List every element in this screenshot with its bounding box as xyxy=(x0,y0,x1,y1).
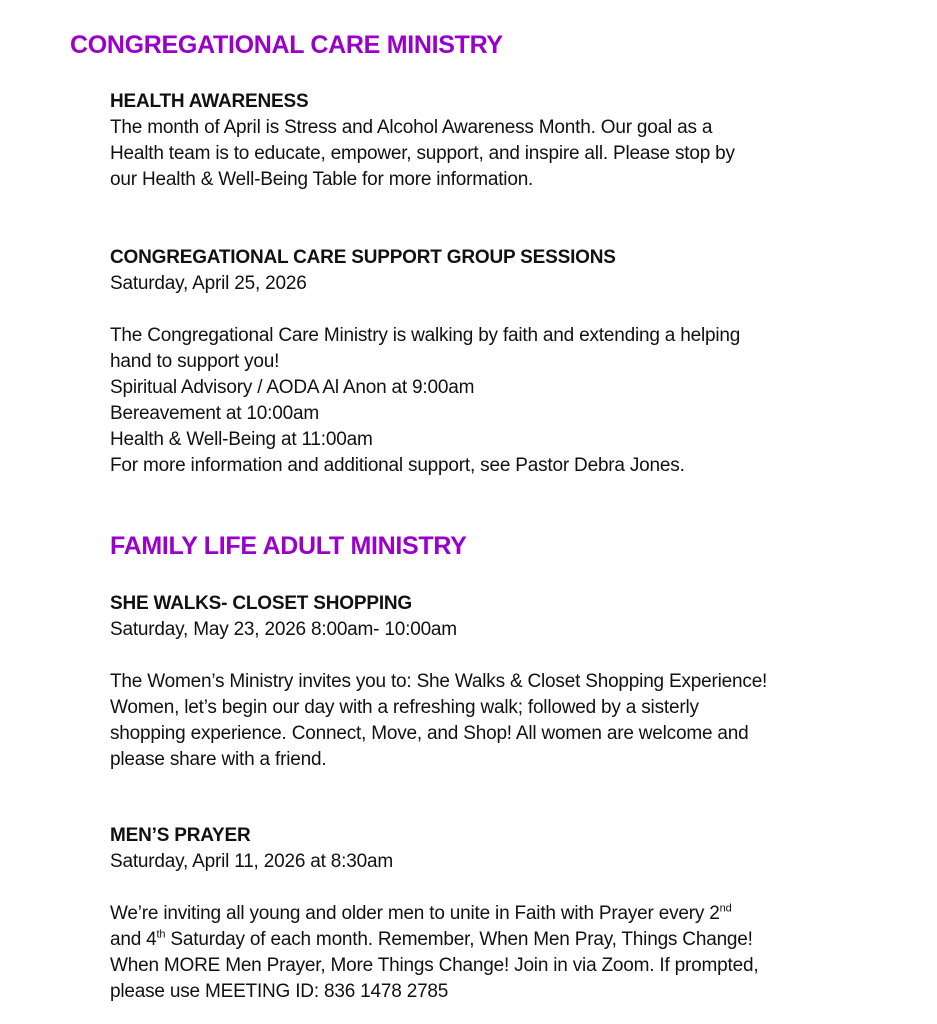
heading: MEN’S PRAYER xyxy=(110,825,251,846)
section-title-congregational-care: CONGREGATIONAL CARE MINISTRY xyxy=(70,31,503,59)
text-line: please share with a friend. xyxy=(110,749,327,770)
event-date: Saturday, May 23, 2026 8:00am- 10:00am xyxy=(110,619,457,640)
text-line: and 4th Saturday of each month. Remember, When Men Pray, Things Change! xyxy=(110,928,753,950)
event-date: Saturday, April 11, 2026 at 8:30am xyxy=(110,851,393,872)
text-line: Health & Well-Being at 11:00am xyxy=(110,429,373,450)
section-title-family-life: FAMILY LIFE ADULT MINISTRY xyxy=(110,532,467,560)
text-line: Spiritual Advisory / AODA Al Anon at 9:00am xyxy=(110,377,475,398)
text-line: The Women’s Ministry invites you to: She Walks & Closet Shopping Experience! xyxy=(110,671,768,692)
heading: CONGREGATIONAL CARE SUPPORT GROUP SESSIONS xyxy=(110,247,616,268)
text-line: For more information and additional support, see Pastor Debra Jones. xyxy=(110,455,685,476)
support-group-sessions xyxy=(110,245,740,479)
text-line: We’re inviting all young and older men to unite in Faith with Prayer every 2nd xyxy=(110,902,732,924)
text-line: Bereavement at 10:00am xyxy=(110,403,319,424)
mens-prayer xyxy=(110,823,758,1005)
text-line: hand to support you! xyxy=(110,351,280,372)
text-line: The Congregational Care Ministry is walking by faith and extending a helping xyxy=(110,325,741,346)
text-line: When MORE Men Prayer, More Things Change! Join in via Zoom. If prompted, xyxy=(110,955,759,976)
heading: SHE WALKS- CLOSET SHOPPING xyxy=(110,593,412,614)
health-awareness xyxy=(110,89,735,193)
meeting-id-line: please use MEETING ID: 836 1478 2785 xyxy=(110,981,449,1002)
text-line: shopping experience. Connect, Move, and Shop! All women are welcome and xyxy=(110,723,749,744)
text-line: Health team is to educate, empower, support, and inspire all. Please stop by xyxy=(110,143,735,164)
text-line: Women, let’s begin our day with a refreshing walk; followed by a sisterly xyxy=(110,697,699,718)
heading: HEALTH AWARENESS xyxy=(110,91,309,112)
she-walks xyxy=(110,591,767,773)
event-date: Saturday, April 25, 2026 xyxy=(110,273,307,294)
text-line: The month of April is Stress and Alcohol Awareness Month. Our goal as a xyxy=(110,117,713,138)
text-line: our Health & Well-Being Table for more information. xyxy=(110,169,534,190)
